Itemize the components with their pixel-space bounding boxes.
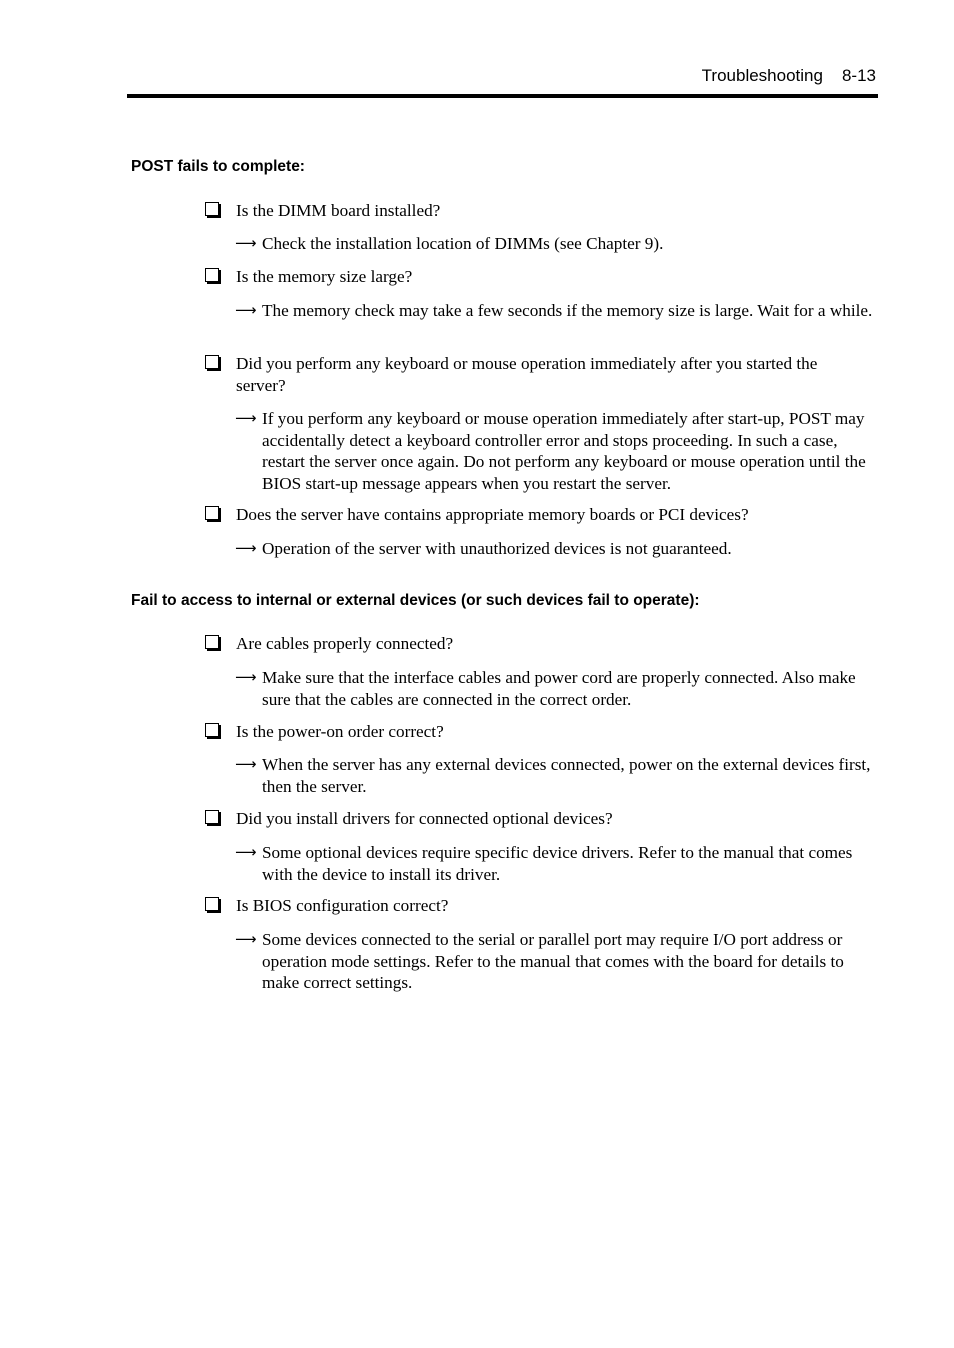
answer-text: Some optional devices require specific device drivers. Refer to the manual that comes with the device to install its driver. [262, 843, 853, 884]
section-heading-post: POST fails to complete: [131, 158, 305, 175]
arrow-right-icon: ⟶ [235, 755, 257, 773]
question-text: Is the power-on order correct? [236, 722, 444, 741]
question-text: Is the DIMM board installed? [236, 201, 441, 220]
arrow-right-icon: ⟶ [235, 234, 257, 252]
checkbox-icon [205, 506, 219, 520]
answer-text: When the server has any external devices connected, power on the external devices first, then the server. [262, 755, 871, 796]
arrow-right-icon: ⟶ [235, 301, 257, 319]
header-rule [127, 94, 878, 98]
arrow-right-icon: ⟶ [235, 843, 257, 861]
answer-text: Some devices connected to the serial or parallel port may require I/O port address or operation mode settings. Refer to the manual that comes with the board for details to make correct settings. [262, 930, 844, 992]
question-text: Did you install drivers for connected optional devices? [236, 809, 613, 828]
checkbox-icon [205, 202, 219, 216]
question-text: Are cables properly connected? [236, 634, 454, 653]
header-section-title: Troubleshooting [701, 66, 823, 85]
checkbox-icon [205, 810, 219, 824]
checkbox-icon [205, 897, 219, 911]
question-text: Did you perform any keyboard or mouse operation immediately after you started the server? [236, 354, 818, 395]
page-number: 8-13 [841, 66, 876, 85]
question-text: Is the memory size large? [236, 267, 413, 286]
answer-text: Make sure that the interface cables and power cord are properly connected. Also make sure that the cables are connected in the correct order. [262, 668, 856, 709]
checkbox-icon [205, 268, 219, 282]
arrow-right-icon: ⟶ [235, 409, 257, 427]
answer-text: The memory check may take a few seconds if the memory size is large. Wait for a while. [262, 301, 873, 320]
section-heading-devices: Fail to access to internal or external devices (or such devices fail to operate): [131, 592, 700, 609]
answer-text: Operation of the server with unauthorized devices is not guaranteed. [262, 539, 732, 558]
running-header [702, 66, 876, 86]
arrow-right-icon: ⟶ [235, 668, 257, 686]
answer-text: If you perform any keyboard or mouse operation immediately after start-up, POST may accidentally detect a keyboard controller error and stops proceeding. In such a case, restart the server once again. Do not perform any keyboard or mouse operation until the BIOS start-up message appears when you restart the server. [262, 409, 866, 493]
checkbox-icon [205, 355, 219, 369]
arrow-right-icon: ⟶ [235, 539, 257, 557]
question-text: Does the server have contains appropriate memory boards or PCI devices? [236, 505, 749, 524]
arrow-right-icon: ⟶ [235, 930, 257, 948]
question-text: Is BIOS configuration correct? [236, 896, 449, 915]
checkbox-icon [205, 635, 219, 649]
checkbox-icon [205, 723, 219, 737]
answer-text: Check the installation location of DIMMs (see Chapter 9). [262, 234, 664, 253]
